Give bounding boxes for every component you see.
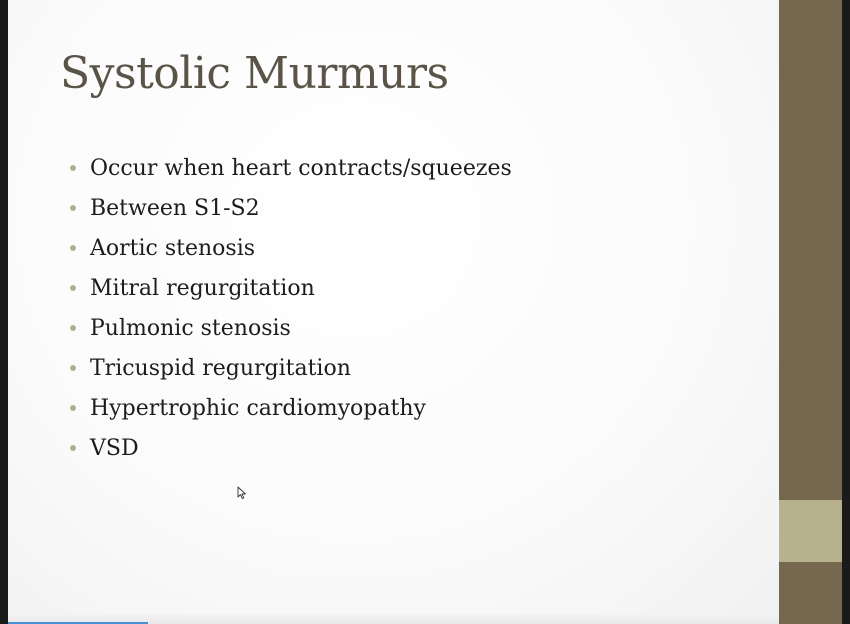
bullet-item bbox=[70, 228, 512, 268]
bullet-dot-icon bbox=[70, 245, 76, 251]
bullet-dot-icon bbox=[70, 445, 76, 451]
bullet-text: Occur when heart contracts/squeezes bbox=[90, 155, 512, 181]
bullet-dot-icon bbox=[70, 205, 76, 211]
bullet-dot-icon bbox=[70, 405, 76, 411]
slide bbox=[8, 0, 779, 624]
bullet-item bbox=[70, 268, 512, 308]
bullet-item bbox=[70, 388, 512, 428]
bullet-text: VSD bbox=[90, 435, 139, 461]
bullet-text: Between S1-S2 bbox=[90, 195, 260, 221]
bullet-text: Tricuspid regurgitation bbox=[90, 355, 351, 381]
bullet-item bbox=[70, 348, 512, 388]
slide-side-accent bbox=[779, 500, 842, 562]
bullet-item bbox=[70, 428, 512, 468]
bullet-dot-icon bbox=[70, 325, 76, 331]
bullet-text: Hypertrophic cardiomyopathy bbox=[90, 395, 426, 421]
bullet-item bbox=[70, 148, 512, 188]
mouse-pointer-icon bbox=[237, 486, 247, 500]
bullet-dot-icon bbox=[70, 165, 76, 171]
bullet-text: Pulmonic stenosis bbox=[90, 315, 291, 341]
right-border bbox=[842, 0, 850, 624]
bullet-dot-icon bbox=[70, 285, 76, 291]
bullet-list bbox=[70, 148, 512, 468]
bullet-dot-icon bbox=[70, 365, 76, 371]
bullet-item bbox=[70, 308, 512, 348]
bullet-text: Mitral regurgitation bbox=[90, 275, 315, 301]
bullet-text: Aortic stenosis bbox=[90, 235, 256, 261]
slide-title: Systolic Murmurs bbox=[60, 48, 449, 99]
left-border bbox=[0, 0, 8, 624]
bullet-item bbox=[70, 188, 512, 228]
